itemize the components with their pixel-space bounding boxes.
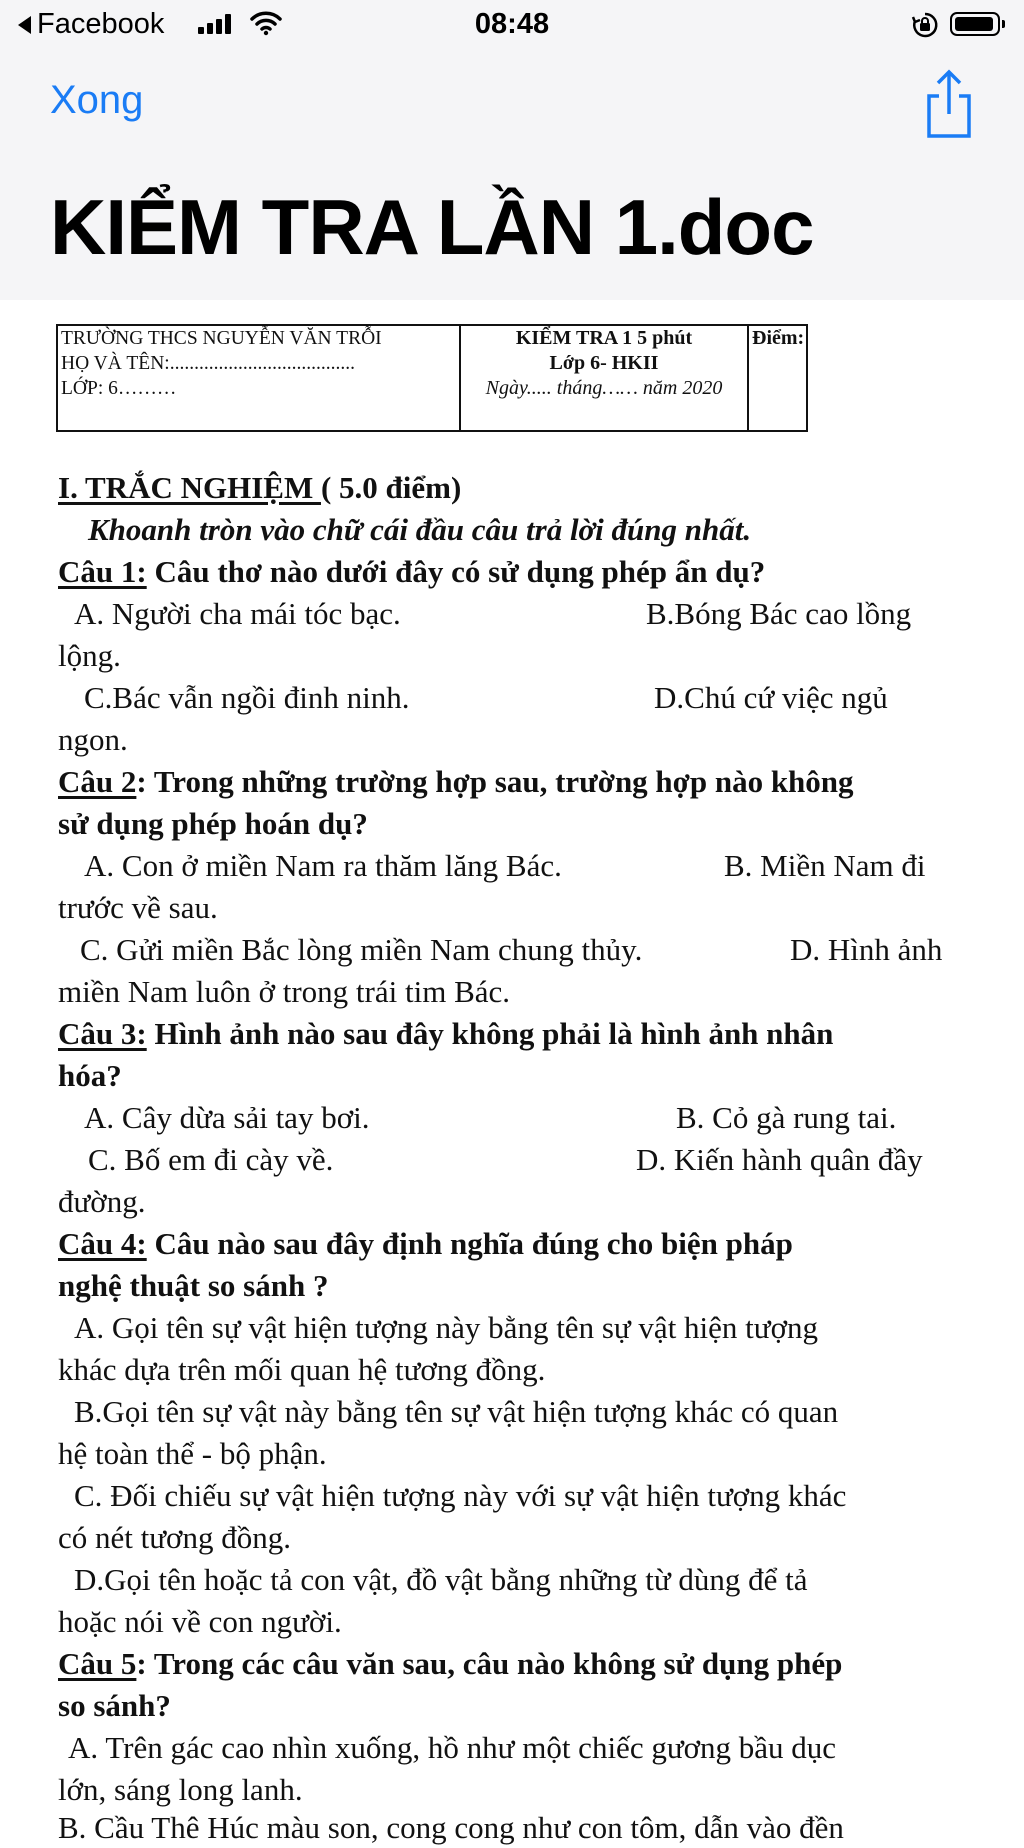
q1-option-c: C.Bác vẫn ngồi đinh ninh. [84, 680, 410, 715]
section-instruction: Khoanh tròn vào chữ cái đầu câu trả lời đúng nhất. [88, 512, 752, 547]
q2-option-d-cont: miền Nam luôn ở trong trái tim Bác. [58, 974, 511, 1009]
question-5-label: Câu 5 [58, 1646, 137, 1681]
q2-option-a: A. Con ở miền Nam ra thăm lăng Bác. [84, 848, 562, 883]
question-5 [58, 1644, 842, 1684]
question-3-label: Câu 3: [58, 1016, 147, 1051]
question-5-text-1: : Trong các câu văn sau, câu nào không sử dụng phép [136, 1646, 843, 1681]
score-cell [748, 325, 807, 431]
school-name: TRƯỜNG THCS NGUYỄN VĂN TRỖI [61, 328, 382, 349]
section-title: I. TRẮC NGHIỆM [58, 470, 321, 505]
header-table [56, 324, 808, 432]
question-3-text-1: Hình ảnh nào sau đây không phải là hình ảnh nhân [146, 1016, 834, 1051]
question-1 [58, 552, 765, 592]
q4-option-d-cont: hoặc nói về con người. [58, 1604, 342, 1639]
question-2-text-2: sử dụng phép hoán dụ? [58, 806, 368, 841]
q4-option-b-cont: hệ toàn thể - bộ phận. [58, 1436, 327, 1471]
question-2-label: Câu 2 [58, 764, 137, 799]
date-line: Ngày..... tháng…… năm 2020 [485, 377, 723, 399]
q5-option-a-cont: lớn, sáng long lanh. [58, 1772, 303, 1807]
q2-option-b-cont: trước về sau. [58, 890, 218, 925]
rotation-lock-icon [910, 10, 940, 40]
q3-option-b: B. Cỏ gà rung tai. [676, 1100, 897, 1135]
q2-option-d: D. Hình ảnh [790, 932, 943, 967]
q1-option-a: A. Người cha mái tóc bạc. [74, 596, 401, 631]
question-3-text-2: hóa? [58, 1058, 122, 1093]
question-2-text-1: : Trong những trường hợp sau, trường hợp nào không [136, 764, 854, 799]
question-4 [58, 1224, 793, 1264]
q3-option-d: D. Kiến hành quân đầy [636, 1142, 923, 1177]
q5-option-a: A. Trên gác cao nhìn xuống, hồ như một chiếc gương bầu dục [68, 1730, 837, 1765]
score-label: Điểm: [752, 327, 805, 349]
q4-option-a: A. Gọi tên sự vật hiện tượng này bằng tên sự vật hiện tượng [74, 1310, 818, 1345]
q4-option-c: C. Đối chiếu sự vật hiện tượng này với sự vật hiện tượng khác [74, 1478, 847, 1513]
question-3 [58, 1014, 833, 1054]
q2-option-c: C. Gửi miền Bắc lòng miền Nam chung thủy. [80, 932, 643, 967]
done-button[interactable]: Xong [50, 78, 144, 122]
q1-option-d-cont: ngon. [58, 722, 128, 757]
student-name-line: HỌ VÀ TÊN:...................................... [61, 353, 355, 374]
student-info-cell [57, 325, 460, 431]
q5-option-b-partial [58, 1808, 978, 1845]
question-4-label: Câu 4: [58, 1226, 147, 1261]
exam-info-cell [460, 325, 748, 431]
question-4-text-2: nghệ thuật so sánh ? [58, 1268, 329, 1303]
document-title: KIỂM TRA LẦN 1.doc [50, 183, 814, 271]
q4-option-b: B.Gọi tên sự vật này bằng tên sự vật hiện tượng khác có quan [74, 1394, 839, 1429]
q5-option-b: B. Cầu Thê Húc màu son, cong cong như con tôm, dẫn vào đền [58, 1810, 844, 1845]
exam-title: KIỂM TRA 1 5 phút [515, 327, 693, 349]
q4-option-c-cont: có nét tương đồng. [58, 1520, 291, 1555]
class-line: LỚP: 6……… [61, 378, 177, 399]
q3-option-c: C. Bố em đi cày về. [88, 1142, 334, 1177]
battery-icon [950, 12, 1000, 36]
document-page[interactable] [0, 300, 1024, 1845]
q1-option-d: D.Chú cứ việc ngủ [654, 680, 888, 715]
grade-line: Lớp 6- HKII [549, 352, 659, 374]
q2-option-b: B. Miền Nam đi [724, 848, 926, 883]
q3-option-d-cont: đường. [58, 1184, 146, 1219]
q1-option-b: B.Bóng Bác cao lồng [646, 596, 912, 631]
question-5-text-2: so sánh? [58, 1688, 171, 1723]
status-bar [0, 0, 1024, 52]
question-1-label: Câu 1: [58, 554, 147, 589]
back-app-label: Facebook [37, 8, 165, 40]
question-1-text: Câu thơ nào dưới đây có sử dụng phép ẩn dụ? [146, 554, 766, 589]
status-time: 08:48 [474, 8, 550, 40]
q3-option-a: A. Cây dừa sải tay bơi. [84, 1100, 370, 1135]
q4-option-a-cont: khác dựa trên mối quan hệ tương đồng. [58, 1352, 546, 1387]
section-heading [58, 468, 461, 508]
share-icon[interactable] [922, 68, 976, 140]
section-points: ( 5.0 điểm) [320, 470, 462, 505]
q4-option-d: D.Gọi tên hoặc tả con vật, đồ vật bằng những từ dùng để tả [74, 1562, 808, 1597]
q1-option-b-cont: lộng. [58, 638, 121, 673]
question-4-text-1: Câu nào sau đây định nghĩa đúng cho biện pháp [146, 1226, 793, 1261]
question-2 [58, 762, 854, 802]
viewer-header [0, 0, 1024, 301]
